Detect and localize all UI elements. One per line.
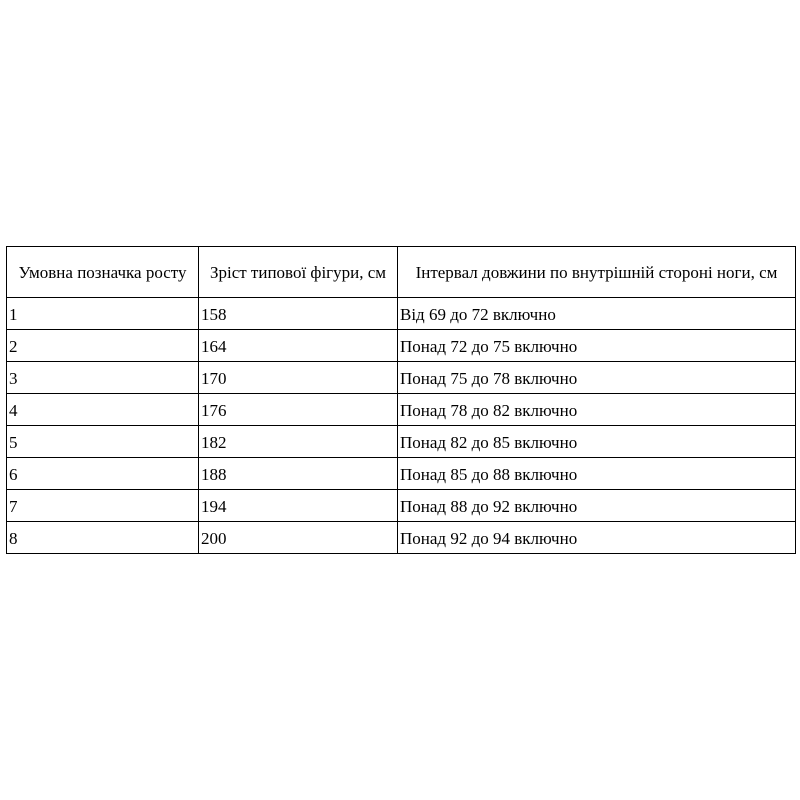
cell-height-code: 2 <box>7 330 199 362</box>
table-body <box>7 298 796 554</box>
header-typical-height: Зріст типової фігури, см <box>199 247 398 298</box>
size-table-container <box>6 246 795 554</box>
table-row <box>7 458 796 490</box>
cell-height-code: 3 <box>7 362 199 394</box>
size-table <box>6 246 796 554</box>
cell-height-code: 7 <box>7 490 199 522</box>
cell-height-code: 6 <box>7 458 199 490</box>
cell-inseam-interval: Понад 82 до 85 включно <box>398 426 796 458</box>
cell-typical-height: 188 <box>199 458 398 490</box>
cell-height-code: 8 <box>7 522 199 554</box>
header-height-code: Умовна позначка росту <box>7 247 199 298</box>
cell-typical-height: 182 <box>199 426 398 458</box>
cell-height-code: 4 <box>7 394 199 426</box>
table-row <box>7 298 796 330</box>
cell-inseam-interval: Понад 88 до 92 включно <box>398 490 796 522</box>
cell-inseam-interval: Понад 78 до 82 включно <box>398 394 796 426</box>
header-row <box>7 247 796 298</box>
cell-inseam-interval: Понад 72 до 75 включно <box>398 330 796 362</box>
table-row <box>7 394 796 426</box>
cell-inseam-interval: Понад 92 до 94 включно <box>398 522 796 554</box>
cell-typical-height: 158 <box>199 298 398 330</box>
table-row <box>7 362 796 394</box>
cell-height-code: 5 <box>7 426 199 458</box>
cell-inseam-interval: Від 69 до 72 включно <box>398 298 796 330</box>
table-row <box>7 522 796 554</box>
table-row <box>7 426 796 458</box>
cell-inseam-interval: Понад 85 до 88 включно <box>398 458 796 490</box>
cell-typical-height: 170 <box>199 362 398 394</box>
cell-typical-height: 164 <box>199 330 398 362</box>
table-row <box>7 490 796 522</box>
cell-height-code: 1 <box>7 298 199 330</box>
cell-typical-height: 200 <box>199 522 398 554</box>
table-row <box>7 330 796 362</box>
table-header <box>7 247 796 298</box>
cell-typical-height: 176 <box>199 394 398 426</box>
cell-typical-height: 194 <box>199 490 398 522</box>
header-inseam-interval: Інтервал довжини по внутрішній стороні ноги, см <box>398 247 796 298</box>
cell-inseam-interval: Понад 75 до 78 включно <box>398 362 796 394</box>
